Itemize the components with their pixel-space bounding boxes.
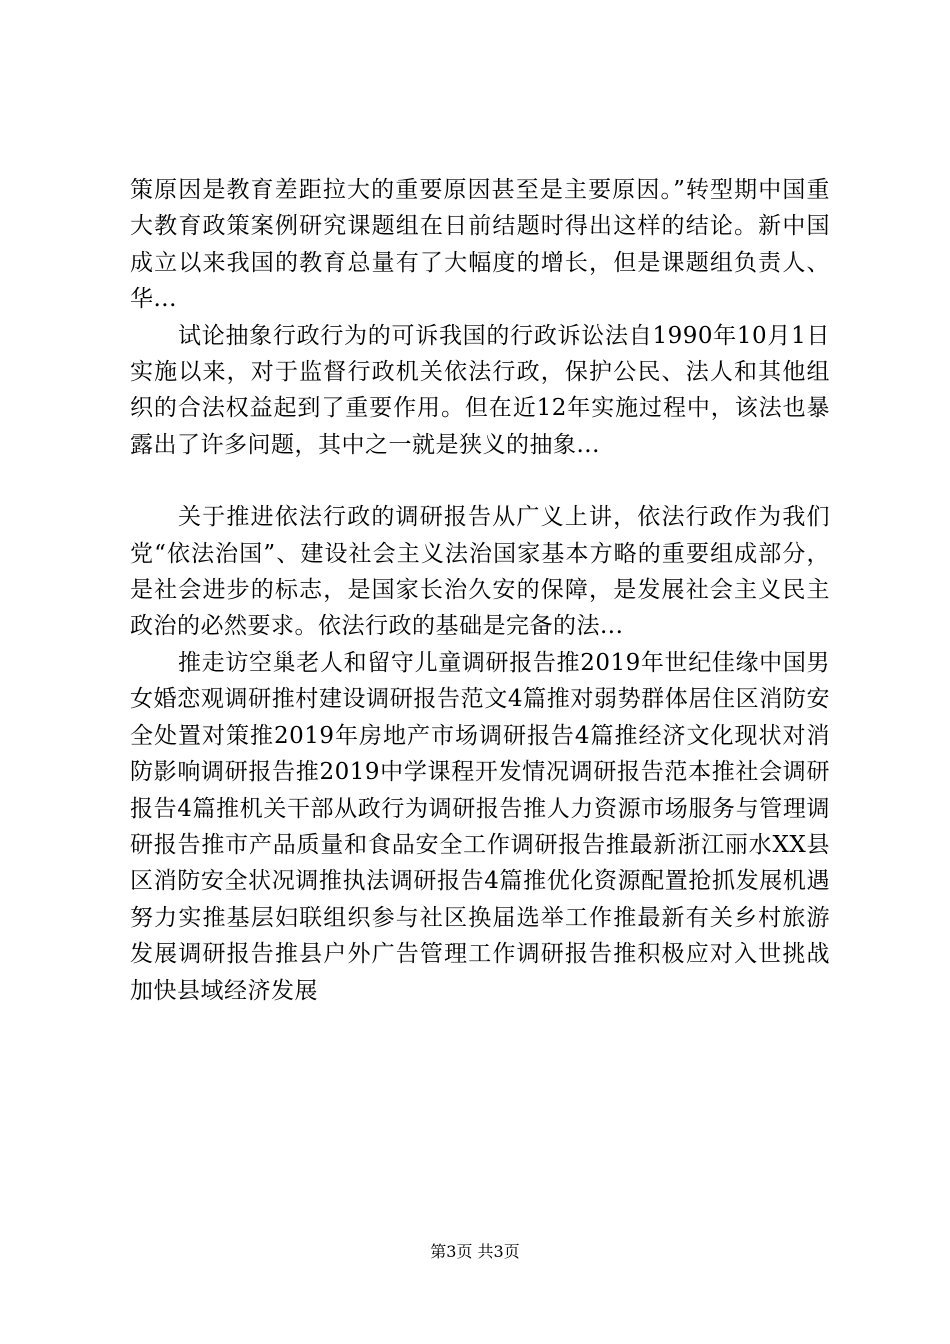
body-text [130,172,830,1009]
paragraph-abstract-administrative-act: 试论抽象行政行为的可诉我国的行政诉讼法自1990年10月1日实施以来，对于监督行政机关依法行政，保护公民、法人和其他组织的合法权益起到了重要作用。但在近12年实施过程中，该法也暴露出了许多问题，其中之一就是狭义的抽象... [130,322,830,458]
paragraph-administration-by-law: 关于推进依法行政的调研报告从广义上讲，依法行政作为我们党“依法治国”、建设社会主义法治国家基本方略的重要组成部分，是社会进步的标志，是国家长治久安的保障，是发展社会主义民主政治的必然要求。依法行政的基础是完备的法... [130,504,830,640]
page-footer: 第3页 共3页 [430,1242,520,1261]
paragraph-continuation: 策原因是教育差距拉大的重要原因甚至是主要原因。”转型期中国重大教育政策案例研究课题组在日前结题时得出这样的结论。新中国成立以来我国的教育总量有了大幅度的增长，但是课题组负责人、华... [130,177,830,313]
paragraph-gap [130,463,830,499]
paragraph-recommended-list: 推走访空巢老人和留守儿童调研报告推2019年世纪佳缘中国男女婚恋观调研推村建设调研报告范文4篇推对弱势群体居住区消防安全处置对策推2019年房地产市场调研报告4篇推经济文化现状对消防影响调研报告推2019中学课程开发情况调研报告范本推社会调研报告4篇推机关干部从政行为调研报告推人力资源市场服务与管理调研报告推市产品质量和食品安全工作调研报告推最新浙江丽水XX县区消防安全状况调推执法调研报告4篇推优化资源配置抢抓发展机遇努力实推基层妇联组织参与社区换届选举工作推最新有关乡村旅游发展调研报告推县户外广告管理工作调研报告推积极应对入世挑战加快县域经济发展 [130,649,830,1004]
